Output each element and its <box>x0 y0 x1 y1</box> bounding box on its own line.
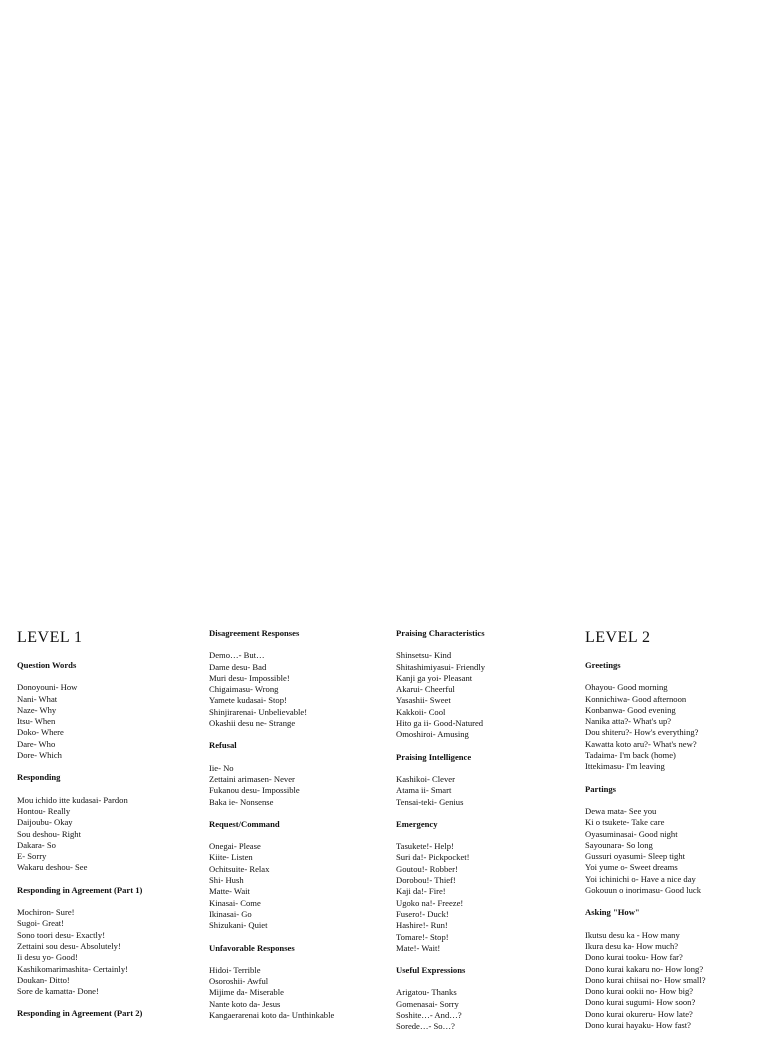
phrase-entry: Sou deshou- Right <box>17 828 81 839</box>
phrase-entry: Kashikoi- Clever <box>396 773 455 784</box>
phrase-entry: Dono kurai okureru- How late? <box>585 1008 693 1019</box>
phrase-entry: Sore de kamatta- Done! <box>17 986 99 997</box>
phrase-entry: Onegai- Please <box>209 841 261 852</box>
phrase-entry: Dame desu- Bad <box>209 661 267 672</box>
phrase-entry: Hito ga ii- Good-Natured <box>396 718 484 729</box>
phrase-entry: Mijime da- Miserable <box>209 987 284 998</box>
phrase-entry: Chigaimasu- Wrong <box>209 684 279 695</box>
section-title: Request/Command <box>209 818 280 829</box>
section-partings <box>585 784 763 897</box>
section-title: Partings <box>585 783 617 794</box>
section-responding-in-agreement-part-1 <box>17 885 195 998</box>
phrase-entry: Sono toori desu- Exactly! <box>17 929 106 940</box>
section-refusal <box>209 740 387 807</box>
phrase-entry: Baka ie- Nonsense <box>209 796 274 807</box>
phrase-entry: Fukanou desu- Impossible <box>209 785 300 796</box>
phrase-entry: Shitashimiyasui- Friendly <box>396 661 486 672</box>
phrase-entry: Ittekimasu- I'm leaving <box>585 761 665 772</box>
section-praising-intelligence <box>396 752 574 808</box>
phrase-entry: Tensai-teki- Genius <box>396 796 464 807</box>
phrase-entry: Ochitsuite- Relax <box>209 863 270 874</box>
phrase-entry: Shinsetsu- Kind <box>396 650 452 661</box>
phrase-entry: Daijoubu- Okay <box>17 817 73 828</box>
phrase-entry: Ii desu yo- Good! <box>17 952 78 963</box>
section-title: Praising Characteristics <box>396 628 485 638</box>
phrase-entry: Dono kurai sugumi- How soon? <box>585 997 696 1008</box>
phrase-entry: Konbanwa- Good evening <box>585 704 676 715</box>
section-title: Responding in Agreement (Part 1) <box>17 884 143 895</box>
phrase-entry: Atama ii- Smart <box>396 785 452 796</box>
phrase-entry: Ohayou- Good morning <box>585 682 668 693</box>
phrase-entry: Kashikomarimashita- Certainly! <box>17 963 128 974</box>
phrase-entry: Gussuri oyasumi- Sleep tight <box>585 851 686 862</box>
phrase-entry: Tomare!- Stop! <box>396 931 449 942</box>
section-title: Unfavorable Responses <box>209 942 295 953</box>
section-title: Responding in Agreement (Part 2) <box>17 1008 143 1019</box>
column-1 <box>17 628 195 1031</box>
section-title: Useful Expressions <box>396 965 466 976</box>
phrase-entry: Shinjirarenai- Unbelievable! <box>209 706 308 717</box>
phrase-entry: Dorobou!- Thief! <box>396 875 456 886</box>
section-title: Disagreement Responses <box>209 628 300 638</box>
section-question-words <box>17 660 195 761</box>
phrase-entry: Suri da!- Pickpocket! <box>396 852 470 863</box>
phrase-entry: Nante koto da- Jesus <box>209 998 281 1009</box>
phrase-entry: Doko- Where <box>17 727 64 738</box>
phrase-entry: Konnichiwa- Good afternoon <box>585 693 687 704</box>
phrase-entry: Sayounara- So long <box>585 839 653 850</box>
phrase-entry: Kiite- Listen <box>209 852 253 863</box>
column-4 <box>585 628 763 1042</box>
phrase-entry: Osoroshii- Awful <box>209 976 269 987</box>
section-useful-expressions <box>396 965 574 1032</box>
phrase-entry: Yoi ichinichi o- Have a nice day <box>585 873 696 884</box>
phrase-entry: Dakara- So <box>17 839 56 850</box>
phrase-entry: Okashii desu ne- Strange <box>209 718 296 729</box>
section-request-command <box>209 819 387 932</box>
phrase-entry: Yasashii- Sweet <box>396 695 451 706</box>
phrase-entry: Kangaerarenai koto da- Unthinkable <box>209 1010 335 1021</box>
phrase-entry: Iie- No <box>209 762 234 773</box>
phrase-entry: Tasukete!- Help! <box>396 841 454 852</box>
level-heading: LEVEL 1 <box>17 629 83 646</box>
section-responding <box>17 772 195 873</box>
section-title: Asking "How" <box>585 907 640 918</box>
phrase-entry: Ikinasai- Go <box>209 908 252 919</box>
phrase-entry: Ki o tsukete- Take care <box>585 817 665 828</box>
phrase-entry: Mate!- Wait! <box>396 942 441 953</box>
section-praising-characteristics <box>396 628 574 741</box>
section-asking-how <box>585 907 763 1031</box>
phrase-entry: Dono kurai ookii no- How big? <box>585 986 694 997</box>
section-title: Emergency <box>396 818 438 829</box>
phrase-entry: Hidoi- Terrible <box>209 964 261 975</box>
phrase-entry: Dono kurai hayaku- How fast? <box>585 1020 691 1031</box>
phrase-entry: Nani- What <box>17 693 58 704</box>
phrase-entry: Sorede…- So…? <box>396 1021 455 1032</box>
section-disagreement-responses <box>209 628 387 729</box>
phrase-entry: Dewa mata- See you <box>585 805 657 816</box>
phrase-entry: Yamete kudasai- Stop! <box>209 695 287 706</box>
phrase-entry: Matte- Wait <box>209 886 250 897</box>
phrase-entry: Ikura desu ka- How much? <box>585 940 679 951</box>
phrase-entry: Omoshiroi- Amusing <box>396 729 469 740</box>
section-title: Praising Intelligence <box>396 751 472 762</box>
phrase-entry: Yoi yume o- Sweet dreams <box>585 862 678 873</box>
phrase-entry: Gomenasai- Sorry <box>396 998 459 1009</box>
phrase-entry: Dore- Which <box>17 750 62 761</box>
phrase-entry: Kawatta koto aru?- What's new? <box>585 738 697 749</box>
section-title: Greetings <box>585 660 621 670</box>
phrase-entry: Dono kurai kakaru no- How long? <box>585 963 704 974</box>
phrase-entry: Ikutsu desu ka - How many <box>585 929 680 940</box>
phrase-entry: Gokouun o inorimasu- Good luck <box>585 885 702 896</box>
phrase-entry: Soshite…- And…? <box>396 1010 462 1021</box>
phrase-entry: Doukan- Ditto! <box>17 974 70 985</box>
phrase-entry: Akarui- Cheerful <box>396 684 455 695</box>
phrase-entry: Dare- Who <box>17 738 56 749</box>
phrase-entry: Hashire!- Run! <box>396 920 448 931</box>
column-3 <box>396 628 574 1044</box>
phrase-entry: Itsu- When <box>17 716 56 727</box>
phrase-entry: Dono kurai chiisai no- How small? <box>585 974 706 985</box>
section-responding-in-agreement-part-2 <box>17 1008 195 1019</box>
phrase-entry: Fusero!- Duck! <box>396 908 449 919</box>
phrase-entry: Sugoi- Great! <box>17 918 65 929</box>
section-greetings <box>585 660 763 773</box>
phrase-entry: Mou ichido itte kudasai- Pardon <box>17 794 128 805</box>
phrase-entry: E- Sorry <box>17 851 47 862</box>
phrase-entry: Kakkoii- Cool <box>396 706 446 717</box>
phrase-entry: Hontou- Really <box>17 805 71 816</box>
phrase-entry: Kaji da!- Fire! <box>396 886 446 897</box>
phrase-entry: Ugoko na!- Freeze! <box>396 897 464 908</box>
phrase-entry: Mochiron- Sure! <box>17 907 75 918</box>
phrase-entry: Demo…- But… <box>209 650 265 661</box>
phrase-entry: Dono kurai tooku- How far? <box>585 952 683 963</box>
phrase-entry: Donoyouni- How <box>17 682 78 693</box>
phrase-entry: Arigatou- Thanks <box>396 987 457 998</box>
level-heading: LEVEL 2 <box>585 629 651 646</box>
column-2 <box>209 628 387 1032</box>
phrase-entry: Zettaini sou desu- Absolutely! <box>17 940 121 951</box>
phrase-entry: Naze- Why <box>17 704 57 715</box>
phrase-entry: Kinasai- Come <box>209 897 261 908</box>
section-unfavorable-responses <box>209 943 387 1022</box>
phrase-entry: Shizukani- Quiet <box>209 920 268 931</box>
phrase-entry: Muri desu- Impossible! <box>209 672 290 683</box>
section-emergency <box>396 819 574 954</box>
phrase-entry: Zettaini arimasen- Never <box>209 773 295 784</box>
phrase-entry: Kanji ga yoi- Pleasant <box>396 672 473 683</box>
phrase-entry: Shi- Hush <box>209 875 244 886</box>
section-title: Responding <box>17 772 61 783</box>
phrase-entry: Oyasuminasai- Good night <box>585 828 678 839</box>
section-title: Question Words <box>17 660 77 670</box>
phrase-entry: Nanika atta?- What's up? <box>585 716 672 727</box>
phrase-entry: Wakaru deshou- See <box>17 862 88 873</box>
phrase-entry: Goutou!- Robber! <box>396 863 458 874</box>
section-title: Refusal <box>209 740 237 751</box>
phrase-entry: Dou shiteru?- How's everything? <box>585 727 699 738</box>
phrase-entry: Tadaima- I'm back (home) <box>585 750 676 761</box>
